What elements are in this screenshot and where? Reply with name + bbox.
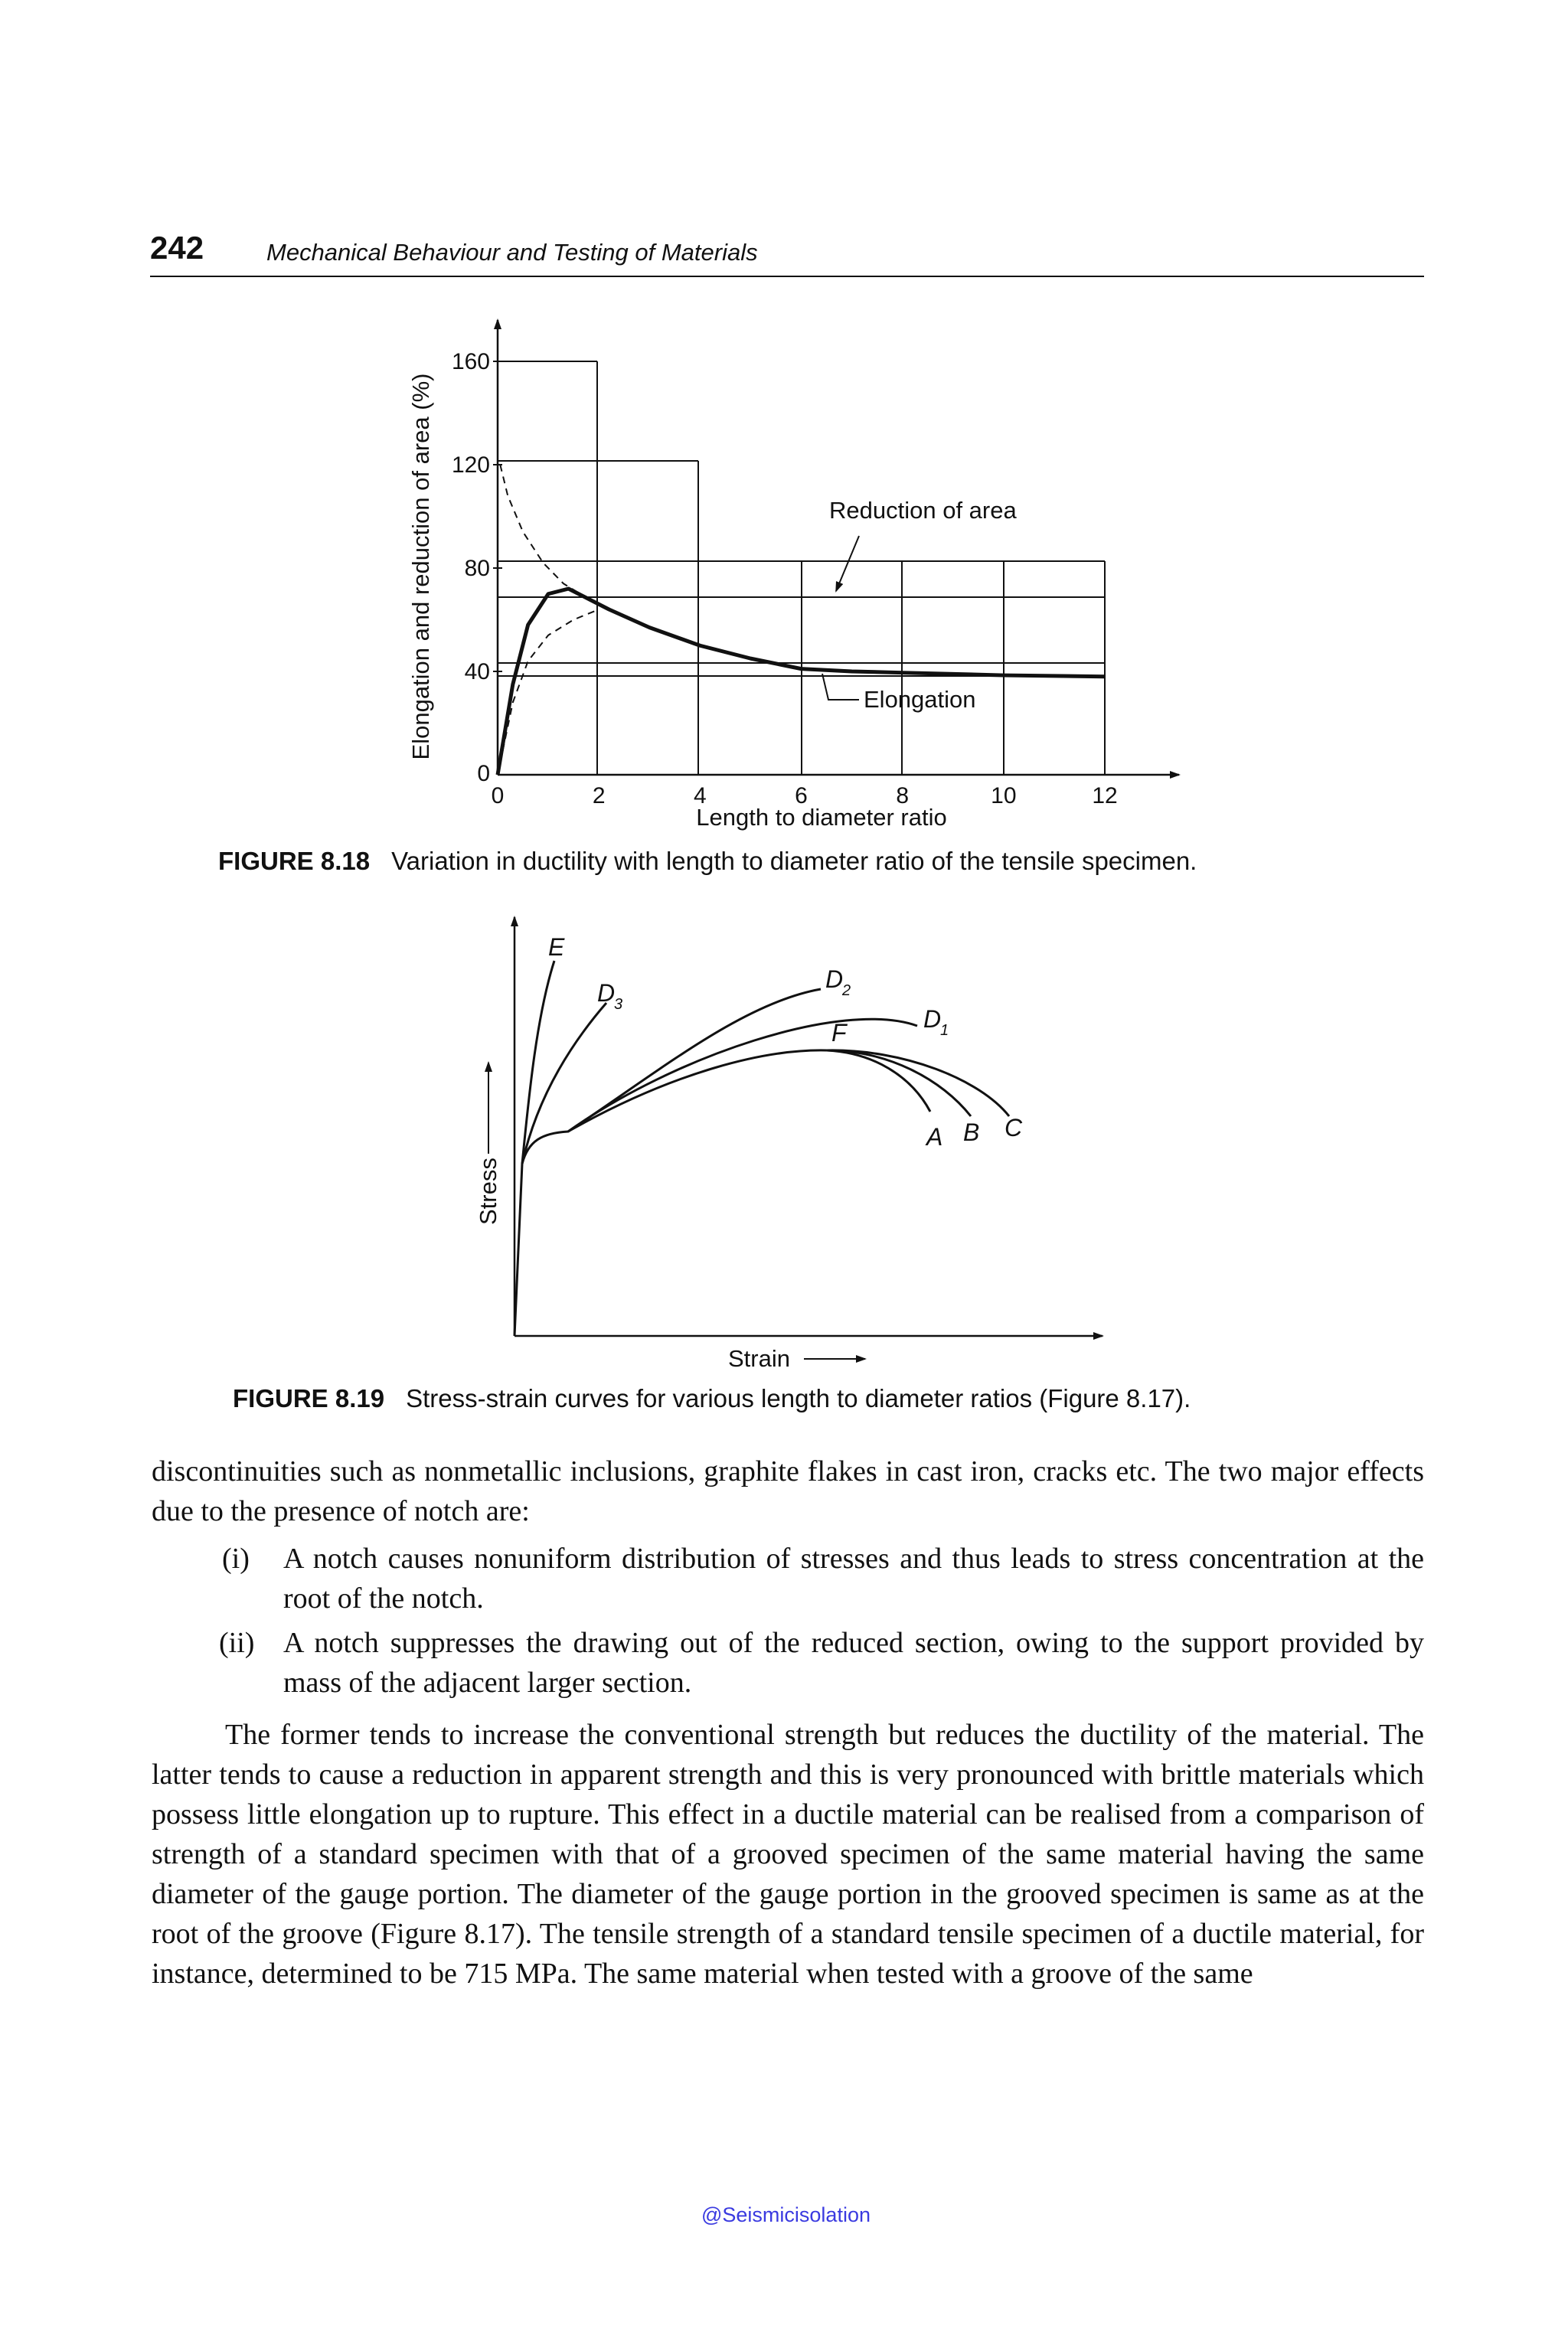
label-D1-sub: 1 xyxy=(940,1022,949,1039)
grid-lines xyxy=(498,361,1105,775)
list-item-1 xyxy=(152,1539,1424,1618)
figure-8-18-label: FIGURE 8.18 xyxy=(218,847,371,875)
figure-8-19-caption xyxy=(233,1384,1191,1413)
y-tick-label: 40 xyxy=(464,659,490,684)
figure-8-19-label: FIGURE 8.19 xyxy=(233,1384,385,1412)
x-tick-label: 10 xyxy=(991,783,1017,808)
annotation-arrow-reduction xyxy=(836,536,859,591)
running-title: Mechanical Behaviour and Testing of Materials xyxy=(266,239,758,266)
annotation-arrow-elongation xyxy=(822,674,859,700)
strain-label: Strain xyxy=(728,1345,790,1372)
stress-label: Stress xyxy=(475,1158,501,1225)
figure-8-18-caption xyxy=(218,847,1197,876)
x-tick-label: 6 xyxy=(795,783,808,808)
label-D2-sub: 2 xyxy=(842,982,851,999)
x-tick-label: 12 xyxy=(1092,783,1118,808)
label-F: F xyxy=(831,1019,847,1047)
y-tick-label: 160 xyxy=(451,349,490,374)
series-elongation xyxy=(500,465,609,609)
paragraph-1: discontinuities such as nonmetallic inclusions, graphite flakes in cast iron, cracks etc. The two major effects due to the presence of notch are: xyxy=(152,1455,1424,1527)
y-axis-label: Elongation and reduction of area (%) xyxy=(407,373,434,760)
label-C: C xyxy=(1004,1114,1023,1141)
figure-8-18-chart xyxy=(0,291,1568,842)
curve-F-C xyxy=(827,1050,1009,1116)
body-text xyxy=(152,1452,1424,1994)
x-tick-label: 8 xyxy=(896,783,910,808)
label-D3: D xyxy=(597,979,616,1007)
curve-E xyxy=(514,961,554,1336)
list-item-2-label: (ii) xyxy=(219,1627,255,1659)
curve-F-A xyxy=(827,1050,930,1112)
x-tick-label: 2 xyxy=(592,783,606,808)
y-tick-label: 0 xyxy=(477,761,490,786)
label-D1: D xyxy=(923,1005,942,1033)
curve-F xyxy=(568,1050,827,1132)
x-tick-label: 4 xyxy=(693,783,707,808)
figure-8-18-caption-text: Variation in ductility with length to diameter ratio of the tensile specimen. xyxy=(391,847,1197,875)
page-number: 242 xyxy=(150,230,204,266)
watermark: @Seismicisolation xyxy=(701,2203,871,2226)
label-D3-sub: 3 xyxy=(614,996,623,1013)
figure-8-19-chart xyxy=(0,911,1568,1386)
curve-F-B xyxy=(827,1050,971,1116)
label-A: A xyxy=(926,1123,943,1151)
annotation-reduction-of-area: Reduction of area xyxy=(829,497,1017,524)
label-E: E xyxy=(548,933,565,961)
curve-D3 xyxy=(522,1003,606,1164)
annotation-elongation: Elongation xyxy=(864,686,976,713)
curve-D2 xyxy=(522,989,821,1164)
header-rule xyxy=(150,276,1424,277)
x-axis-label: Length to diameter ratio xyxy=(696,804,947,831)
label-B: B xyxy=(963,1119,980,1146)
x-tick-label: 0 xyxy=(491,783,505,808)
y-tick-label: 80 xyxy=(464,556,490,581)
list-item-2 xyxy=(152,1623,1424,1703)
y-tick-label: 120 xyxy=(451,452,490,478)
list-item-1-text: A notch causes nonuniform distribution of stresses and thus leads to stress concentration at the root of the notch. xyxy=(283,1543,1424,1615)
curve-D1 xyxy=(568,1019,917,1132)
list-item-1-label: (i) xyxy=(222,1543,250,1575)
figure-8-19-caption-text: Stress-strain curves for various length to diameter ratios (Figure 8.17). xyxy=(406,1384,1191,1412)
label-D2: D xyxy=(825,965,844,993)
list-item-2-text: A notch suppresses the drawing out of the reduced section, owing to the support provided by mass of the adjacent larger section. xyxy=(283,1627,1424,1699)
paragraph-2: The former tends to increase the conventional strength but reduces the ductility of the material. The latter tends to cause a reduction in apparent strength and this is very pronounced with brittle materials which possess little elongation up to rupture. This effect in a ductile material can be realised from a comparison of strength of a standard specimen with that of a grooved specimen of the same material having the same diameter of the gauge portion. The diameter of the gauge portion in the grooved specimen is same as at the root of the groove (Figure 8.17). The tensile strength of a standard tensile specimen of a ductile material, for instance, determined to be 715 MPa. The same material when tested with a groove of the same xyxy=(152,1719,1424,1990)
